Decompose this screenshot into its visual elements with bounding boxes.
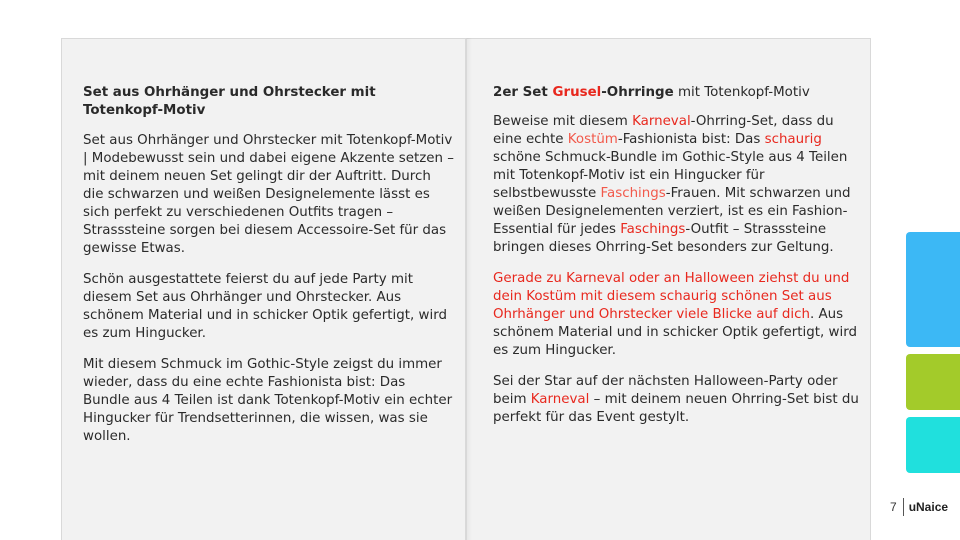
left-paragraph-1: Set aus Ohrhänger und Ohrstecker mit Totenkopf-Motiv | Modebewusst sein und dabei eigene Akzente setzen – mit deinem neuen Set gelingt dir der Auftritt. Durch die schwarzen und weißen Designelemente lässt es sich perfekt zu verschiedenen Outfits tragen – Strasssteine sorgen bei diesem Accessoire-Set für das gewisse Etwas. xyxy=(83,133,454,256)
footer-divider xyxy=(903,498,904,516)
left-paragraph-3: Mit diesem Schmuck im Gothic-Style zeigst du immer wieder, dass du eine echte Fashionista bist: Das Bundle aus 4 Teilen ist dank Totenkopf-Motiv ein echter Hingucker für Trendsetterinnen, die wissen, was sie wollen. xyxy=(83,357,453,444)
right-title-part: 2er Set xyxy=(493,85,553,100)
right-title-suffix: mit Totenkopf-Motiv xyxy=(673,85,810,100)
left-title: Set aus Ohrhänger und Ohrstecker mit Totenkopf-Motiv xyxy=(83,85,376,118)
highlight-segment: Faschings xyxy=(620,222,686,237)
text-segment: -Ohrring-Set, dass du eine echte xyxy=(493,114,834,147)
text-segment: . Aus schönem Material und in schicker Optik gefertigt, wird es zum Hingucker. xyxy=(493,307,857,358)
left-paragraph-2: Schön ausgestattete feierst du auf jede Party mit diesem Set aus Ohrhänger und Ohrstecker. Aus schönem Material und in schicker Optik gefertigt, wird es zum Hingucker. xyxy=(83,272,447,341)
text-segment: -Fashionista bist: Das xyxy=(617,132,765,147)
left-column xyxy=(83,84,455,459)
page-fold-shadow xyxy=(466,38,472,540)
side-tab-green[interactable] xyxy=(906,354,960,410)
highlight-segment: Faschings xyxy=(600,186,666,201)
highlight-segment: Kostüm xyxy=(567,132,618,147)
right-paragraph-2 xyxy=(493,270,861,360)
right-title-highlight: Grusel xyxy=(552,85,602,100)
highlight-segment: schaurig xyxy=(764,132,822,147)
text-segment: -Outfit – Strasssteine bringen dieses Ohrring-Set besonders zur Geltung. xyxy=(493,222,834,255)
text-segment: Beweise mit diesem xyxy=(493,114,633,129)
right-paragraph-3 xyxy=(493,373,861,427)
text-segment: -Frauen. Mit schwarzen und weißen Designelementen verziert, ist es ein Fashion-Essential für jedes xyxy=(493,186,851,237)
text-segment: Sei der Star auf der nächsten Halloween-Party oder beim xyxy=(493,374,838,407)
highlight-segment: Karneval xyxy=(530,392,590,407)
brand-logo: uNaice xyxy=(908,500,949,514)
text-segment: – mit deinem neuen Ohrring-Set bist du perfekt für das Event gestylt. xyxy=(493,392,859,425)
highlight-segment: Karneval xyxy=(632,114,691,129)
highlight-segment: Gerade zu Karneval oder an Halloween ziehst du und dein Kostüm mit diesem schaurig schönen Set aus Ohrhänger und Ohrstecker viele Blicke auf dich xyxy=(493,271,850,322)
right-column xyxy=(493,84,861,440)
side-tab-cyan[interactable] xyxy=(906,417,960,473)
footer xyxy=(890,497,948,517)
side-tab-blue[interactable] xyxy=(906,232,960,347)
text-segment: schöne Schmuck-Bundle im Gothic-Style aus 4 Teilen mit Totenkopf-Motiv ist ein Hingucker für selbstbewusste xyxy=(493,150,848,201)
right-title-part: -Ohrringe xyxy=(601,85,674,100)
page-number: 7 xyxy=(890,500,897,514)
right-title xyxy=(493,84,861,102)
right-paragraph-1 xyxy=(493,113,861,257)
